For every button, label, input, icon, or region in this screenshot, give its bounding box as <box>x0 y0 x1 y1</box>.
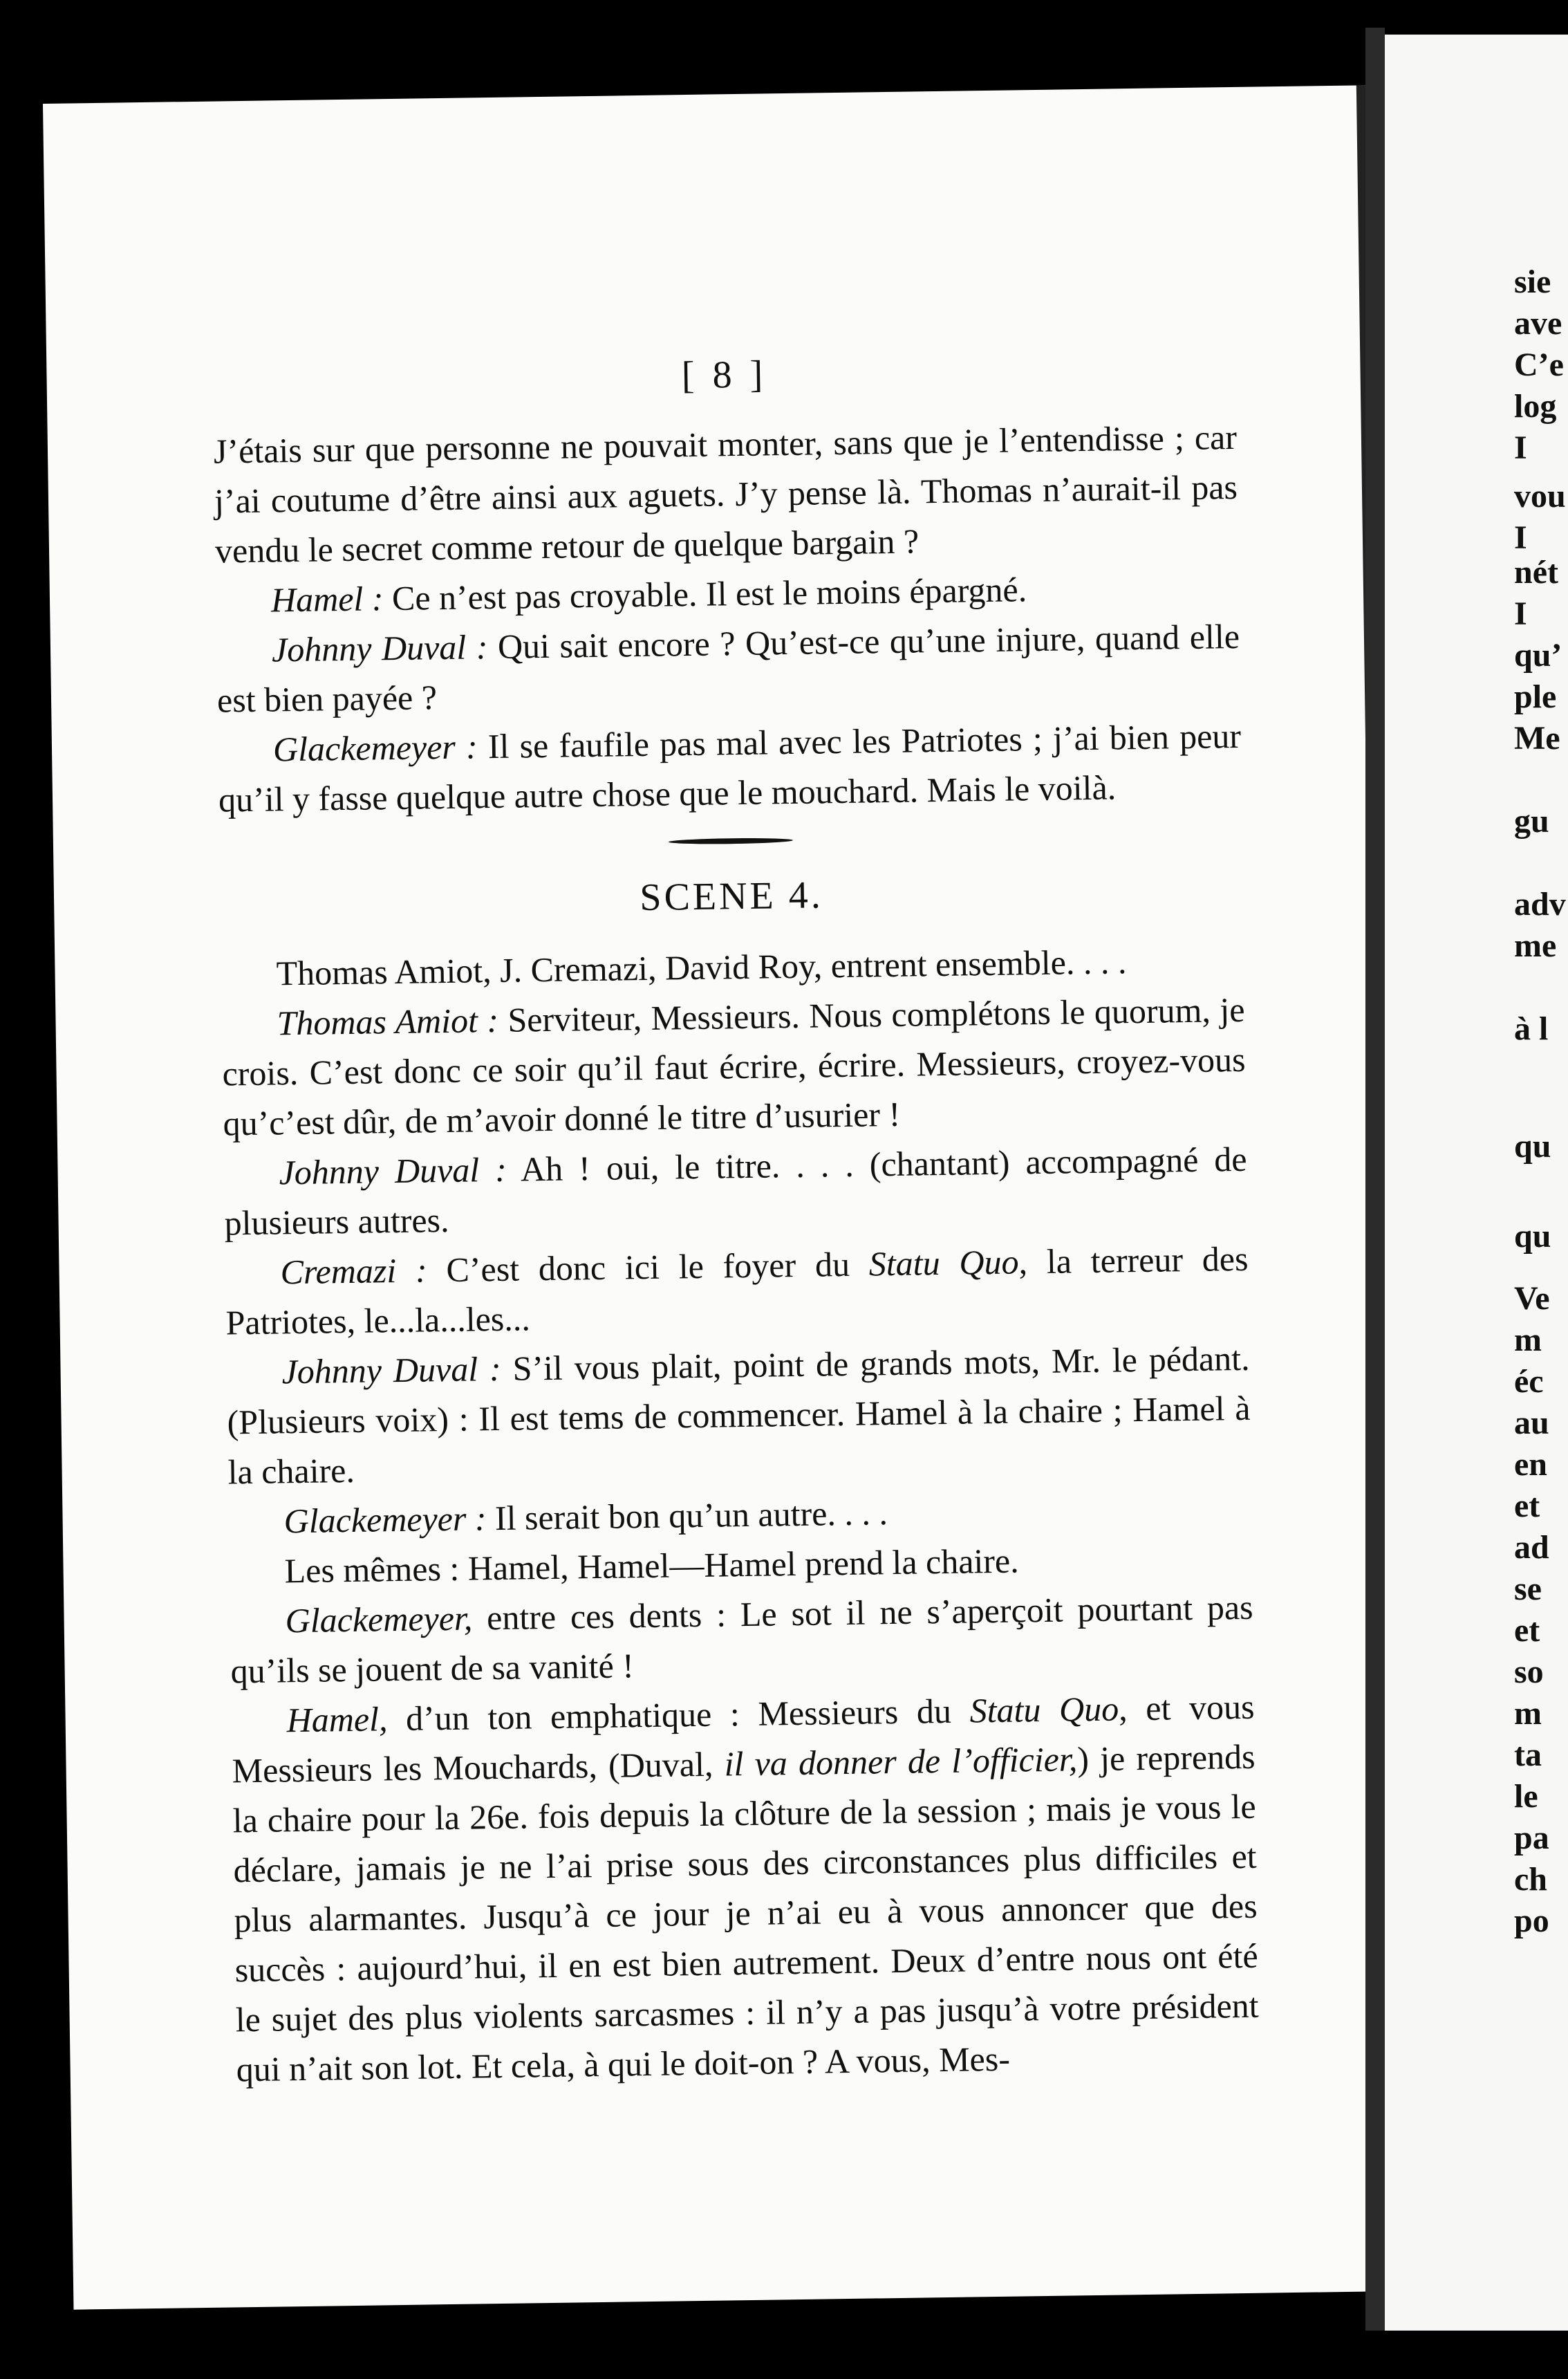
dialogue-duval <box>216 611 1241 725</box>
facing-page-fragment: gu <box>1514 803 1549 840</box>
facing-page-fragment: ave <box>1514 305 1562 342</box>
speaker-name: Glackemeyer : <box>272 727 478 769</box>
page-number: [ 8 ] <box>681 353 767 398</box>
book-spine <box>1365 28 1385 2331</box>
dialogue-duval-2 <box>226 1333 1251 1497</box>
speech-text: Qui sait encore ? Qu’est-ce qu’une injure, quand elle est bien payée ? <box>216 616 1240 720</box>
facing-page-fragment: I <box>1514 429 1527 466</box>
section-divider <box>669 837 793 845</box>
dialogue-glackemeyer-2 <box>230 1582 1254 1696</box>
speech-text: Il serait bon qu’un autre. . . . <box>486 1493 888 1538</box>
facing-page-fragment: nét <box>1514 554 1558 591</box>
facing-page-fragment: so <box>1514 1654 1544 1690</box>
dialogue-hamel-speech <box>231 1682 1260 2095</box>
scene-heading: SCENE 4. <box>639 873 824 920</box>
facing-page-fragment: ch <box>1514 1861 1547 1898</box>
facing-page-fragment: m <box>1514 1695 1542 1732</box>
facing-page-fragment: au <box>1514 1405 1549 1441</box>
speaker-name: Johnny Duval : <box>271 627 488 669</box>
facing-page-fragment: po <box>1514 1903 1549 1939</box>
speech-text: Ce n’est pas croyable. Il est le moins épargné. <box>383 570 1027 618</box>
speaker-name: Johnny Duval : <box>281 1349 502 1391</box>
facing-page-fragment: et <box>1514 1612 1540 1649</box>
facing-page-fragment: vou <box>1514 478 1566 515</box>
facing-page-fragment: I <box>1514 519 1527 556</box>
facing-page-fragment: sie <box>1514 263 1551 300</box>
page-text <box>212 343 1260 2094</box>
dialogue-glackemeyer <box>218 711 1242 825</box>
stage-direction-2: Les mêmes : Hamel, Hamel—Hamel prend la chaire. <box>284 1541 1020 1591</box>
facing-page-fragment: éc <box>1514 1363 1544 1400</box>
facing-page-fragment: me <box>1514 927 1557 964</box>
speech-text: C’est donc ici le foyer du <box>427 1244 870 1290</box>
speech-text: , et vous Messieurs les Mouchards, (Duval, <box>232 1687 1255 1790</box>
facing-page-fragment: qu’ <box>1514 637 1562 674</box>
facing-page-fragment: qu <box>1514 1218 1551 1255</box>
speech-text: , la terreur des Patriotes, le...la...les... <box>225 1239 1249 1342</box>
speaker-name: Glackemeyer, <box>285 1598 473 1640</box>
speaker-name: Glackemeyer : <box>283 1499 487 1541</box>
speech-text: Il se faufile pas mal avec les Patriotes ; j’ai bien peur qu’il y fasse quelque autre chose que le mouchard. Mais le voilà. <box>218 716 1242 820</box>
speech-text: Serviteur, Messieurs. Nous complétons le quorum, je crois. C’est donc ce soir qu’il faut écrire, écrire. Messieurs, croyez-vous qu’c’est dûr, de m’avoir donné le titre d’usurier ! <box>222 990 1246 1143</box>
aside-text: il va donner de l’officier, <box>724 1739 1078 1784</box>
facing-page-fragment: C’e <box>1514 346 1564 383</box>
facing-page-fragment: pa <box>1514 1820 1549 1856</box>
facing-page-fragment: ta <box>1514 1737 1542 1773</box>
speaker-name: Thomas Amiot : <box>277 1000 499 1043</box>
facing-page-fragment: en <box>1514 1446 1547 1483</box>
facing-page-fragment: se <box>1514 1571 1542 1607</box>
facing-page-fragment: adv <box>1514 886 1566 923</box>
speech-text: entre ces dents : Le sot il ne s’aperçoit pourtant pas qu’ils se jouent de sa vanité ! <box>230 1587 1253 1691</box>
speaker-name: Cremazi : <box>280 1250 428 1292</box>
facing-page-fragment: ad <box>1514 1529 1549 1566</box>
facing-page-fragment: m <box>1514 1322 1542 1358</box>
facing-page-fragment: I <box>1514 595 1527 632</box>
dialogue-cremazi <box>225 1234 1249 1348</box>
facing-page-fragment: à l <box>1514 1010 1549 1047</box>
intro-line: J’étais sur que personne ne pouvait monter, sans que je l’entendisse ; car j’ai coutume d’être ainsi aux aguets. J’y pense là. Thomas n’aurait-il pas vendu le secret comme retour de quelque bargain ? <box>213 417 1238 571</box>
dialogue-duval <box>223 1134 1248 1248</box>
speech-text: Ah ! oui, le titre. . . . (chantant) accompagné de plusieurs autres. <box>224 1139 1247 1243</box>
facing-page-fragment: Ve <box>1514 1280 1550 1317</box>
speech-text: S’il vous plait, point de grands mots, Mr. le pédant. (Plusieurs voix) : Il est tems de commencer. Hamel à la chaire ; Hamel à la chaire. <box>227 1338 1251 1492</box>
speech-text: ) je reprends la chaire pour la 26e. fois depuis la clôture de la session ; mais je vous le déclare, jamais je ne l’ai prise sous des circonstances plus difficiles et plus alarmantes. Jusqu’à ce jour je n’ai eu à vous annoncer que des succès : aujourd’hui, il en est bien autrement. Deux d’entre nous ont été le sujet des plus violents sarcasmes : il n’y a pas jusqu’à votre président qui n’ait son lot. Et cela, à qui le doit-on ? A vous, Mes- <box>232 1737 1259 2089</box>
facing-page-fragment: log <box>1514 388 1557 425</box>
speaker-name: Johnny Duval : <box>279 1149 507 1192</box>
stage-direction: Thomas Amiot, J. Cremazi, David Roy, entrent ensemble. . . . <box>276 942 1127 993</box>
facing-page-fragment: le <box>1514 1778 1538 1815</box>
book-page <box>43 85 1399 2309</box>
speaker-name: Hamel : <box>270 579 384 620</box>
dialogue-amiot <box>221 985 1247 1149</box>
facing-page-fragment: qu <box>1514 1128 1551 1165</box>
facing-page-fragment: Me <box>1514 720 1560 757</box>
statu-quo-term: Statu Quo <box>868 1242 1019 1284</box>
facing-page-fragment: et <box>1514 1488 1540 1524</box>
statu-quo-term: Statu Quo <box>969 1689 1119 1730</box>
facing-page-fragment: ple <box>1514 678 1557 715</box>
speaker-name: Hamel, <box>286 1699 388 1740</box>
speech-text: d’un ton emphatique : Messieurs du <box>387 1691 970 1739</box>
